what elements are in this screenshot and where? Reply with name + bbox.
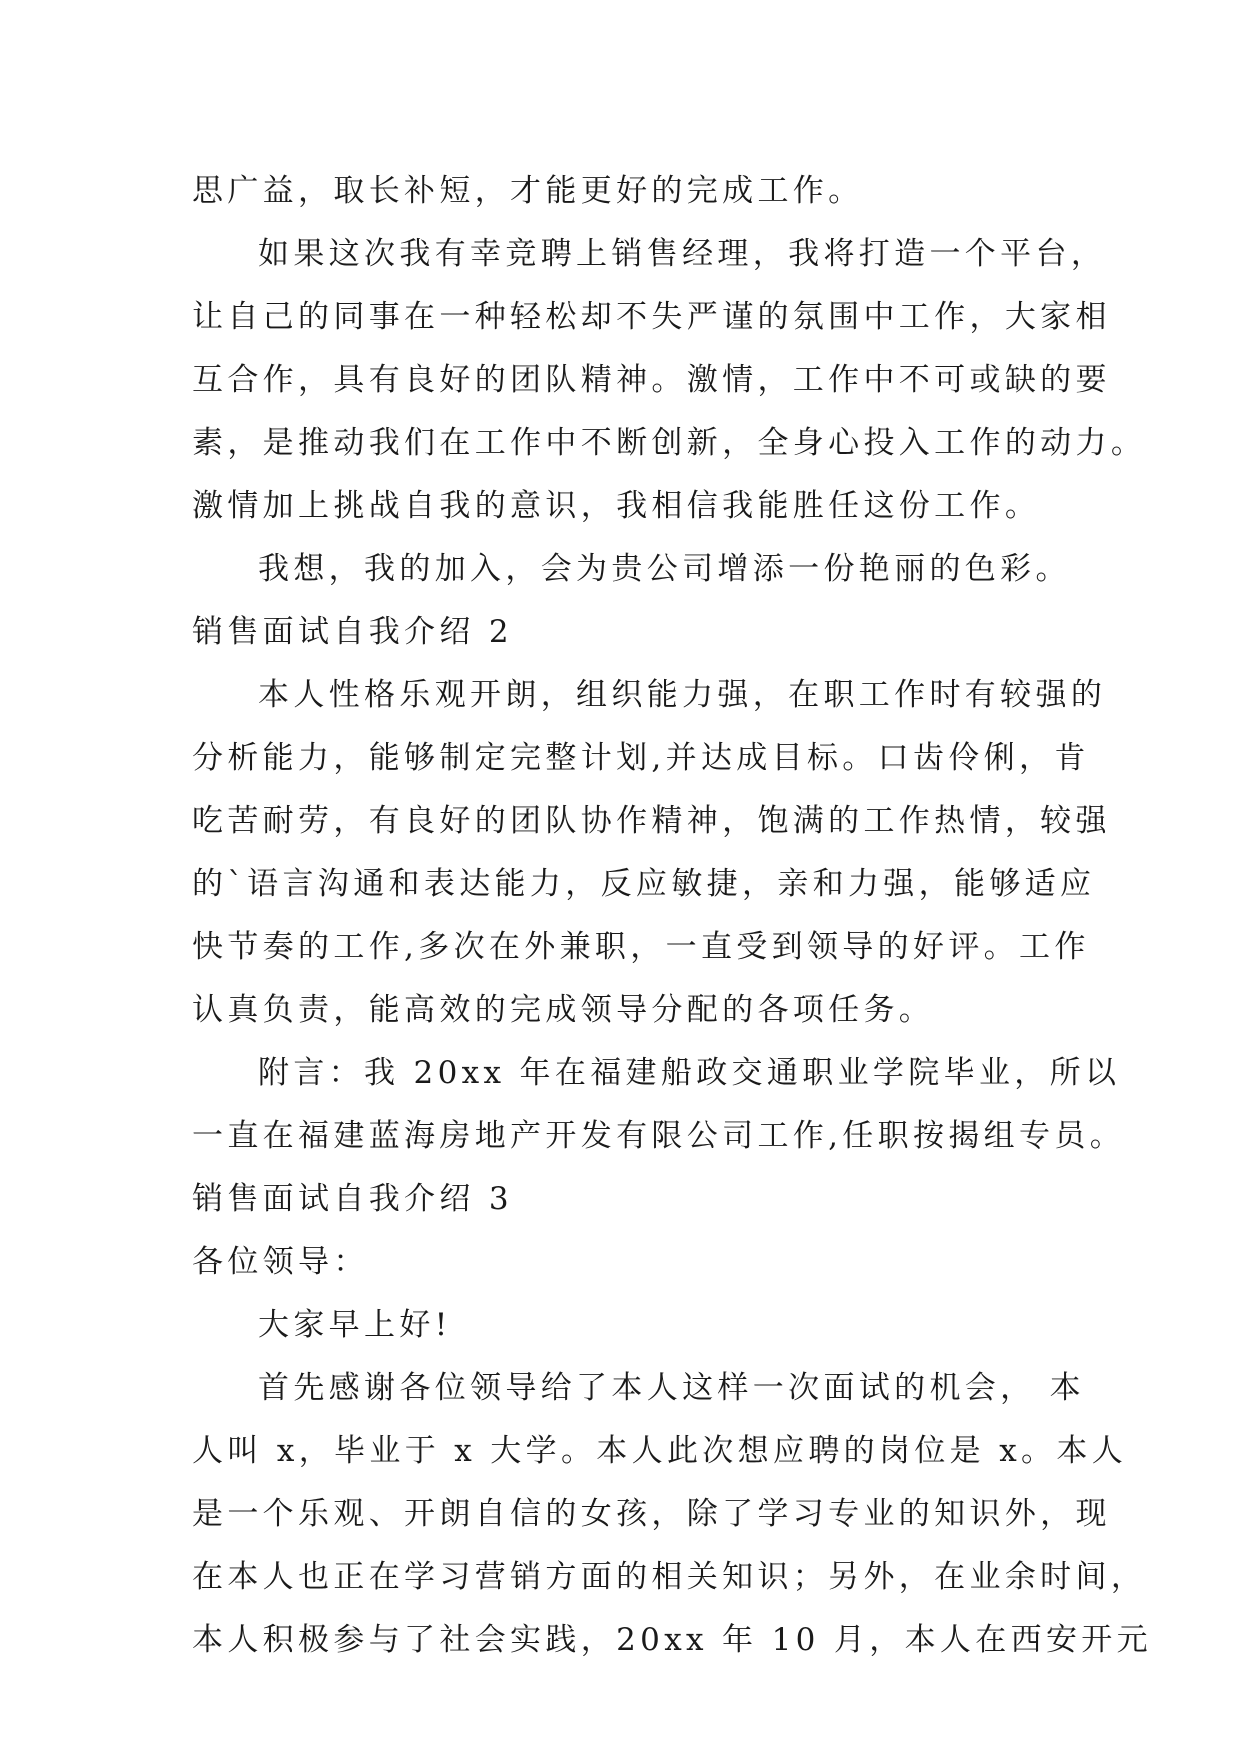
text-line: 认真负责，能高效的完成领导分配的各项任务。 [192,992,935,1028]
paragraph-start-line: 本人性格乐观开朗，组织能力强，在职工作时有较强的 [258,677,1107,713]
section-heading: 销售面试自我介绍 3 [192,1181,513,1217]
greeting: 大家早上好! [258,1307,452,1343]
text-line: 让自己的同事在一种轻松却不失严谨的氛围中工作，大家相 [192,299,1111,335]
text-line: 本人积极参与了社会实践，20xx 年 10 月，本人在西安开元 [192,1622,1152,1658]
paragraph-start-line: 附言：我 20xx 年在福建船政交通职业学院毕业，所以 [258,1055,1121,1091]
text-line: 分析能力，能够制定完整计划,并达成目标。口齿伶俐，肯 [192,740,1090,776]
text-line: 激情加上挑战自我的意识，我相信我能胜任这份工作。 [192,488,1041,524]
paragraph-start-line: 如果这次我有幸竞聘上销售经理，我将打造一个平台， [258,236,1107,272]
text-line: 一直在福建蓝海房地产开发有限公司工作,任职按揭组专员。 [192,1118,1126,1154]
text-line: 思广益，取长补短，才能更好的完成工作。 [192,173,864,209]
paragraph-start-line: 首先感谢各位领导给了本人这样一次面试的机会， 本 [258,1370,1086,1406]
document-body [192,160,1152,1672]
section-heading: 销售面试自我介绍 2 [192,614,513,650]
text-line: 在本人也正在学习营销方面的相关知识；另外，在业余时间， [192,1559,1147,1595]
text-line: 人叫 x，毕业于 x 大学。本人此次想应聘的岗位是 x。本人 [192,1433,1128,1469]
text-line: 是一个乐观、开朗自信的女孩，除了学习专业的知识外，现 [192,1496,1111,1532]
text-line: 素，是推动我们在工作中不断创新，全身心投入工作的动力。 [192,425,1147,461]
text-line: 快节奏的工作,多次在外兼职，一直受到领导的好评。工作 [192,929,1090,965]
text-line: 的`语言沟通和表达能力，反应敏捷，亲和力强，能够适应 [192,866,1096,902]
paragraph-start-line: 我想，我的加入，会为贵公司增添一份艳丽的色彩。 [258,551,1071,587]
text-line: 吃苦耐劳，有良好的团队协作精神，饱满的工作热情，较强 [192,803,1111,839]
text-line: 互合作，具有良好的团队精神。激情，工作中不可或缺的要 [192,362,1111,398]
salutation: 各位领导： [192,1244,369,1280]
